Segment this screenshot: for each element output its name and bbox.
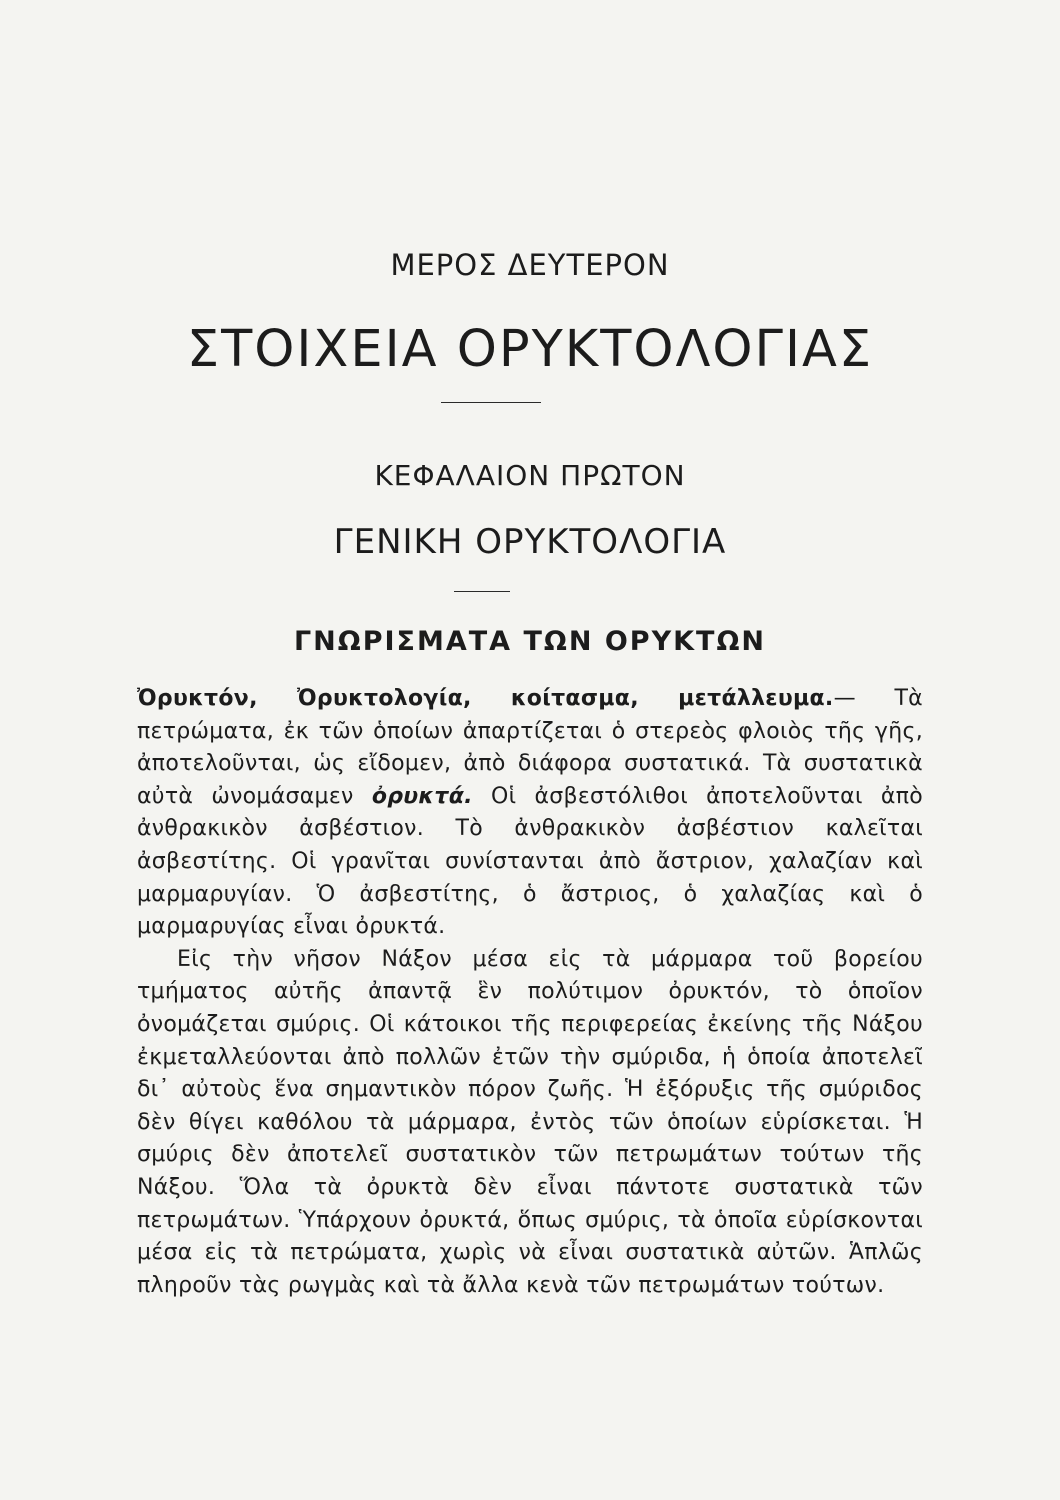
paragraph-1-text-a: — Τὰ πετρώματα, ἐκ τῶν ὁποίων ἀπαρτίζεται ὁ στερεὸς φλοιὸς τῆς γῆς, ἀποτελοῦνται, ὡς εἴδομεν, ἀπὸ διάφορα συστατικά. Τὰ συστατικὰ αὐτὰ ὠνομάσαμεν xyxy=(137,686,923,809)
chapter-number: ΚΕΦΑΛΑΙΟΝ ΠΡΩΤΟΝ xyxy=(374,459,686,492)
section-title: ΓΝΩΡΙΣΜΑΤΑ ΤΩΝ ΟΡΥΚΤΩΝ xyxy=(293,626,767,657)
body-text xyxy=(137,683,923,1302)
defined-term: ὀρυκτά. xyxy=(371,783,473,809)
paragraph-1 xyxy=(137,683,923,944)
book-title: ΣΤΟΙΧΕΙΑ ΟΡΥΚΤΟΛΟΓΙΑΣ xyxy=(186,320,874,379)
chapter-divider xyxy=(454,591,510,592)
part-heading: ΜΕΡΟΣ ΔΕΥΤΕΡΟΝ xyxy=(390,248,670,282)
title-divider xyxy=(441,402,541,403)
paragraph-lead: Ὀρυκτόν, Ὀρυκτολογία, κοίτασμα, μετάλλευμα. xyxy=(137,686,834,711)
chapter-title: ΓΕΝΙΚΗ ΟΡΥΚΤΟΛΟΓΙΑ xyxy=(333,522,727,562)
paragraph-1-text-b: Οἱ ἀσβεστόλιθοι ἀποτελοῦνται ἀπὸ ἀνθρακικὸν ἀσβέστιον. Τὸ ἀνθρακικὸν ἀσβέστιον καλεῖται ἀσβεστίτης. Οἱ γρανῖται συνίστανται ἀπὸ ἄστριον, χαλαζίαν καὶ μαρμαρυγίαν. Ὁ ἀσβεστίτης, ὁ ἄστριος, ὁ χαλαζίας καὶ ὁ μαρμαρυγίας εἶναι ὀρυκτά. xyxy=(137,783,924,940)
paragraph-2: Εἰς τὴν νῆσον Νάξον μέσα εἰς τὰ μάρμαρα τοῦ βορείου τμήματος αὐτῆς ἀπαντᾷ ἓν πολύτιμον ὀρυκτόν, τὸ ὁποῖον ὀνομάζεται σμύρις. Οἱ κάτοικοι τῆς περιφερείας ἐκείνης τῆς Νάξου ἐκμεταλλεύονται ἀπὸ πολλῶν ἐτῶν τὴν σμύριδα, ἡ ὁποία ἀποτελεῖ δι᾽ αὐτοὺς ἕνα σημαντικὸν πόρον ζωῆς. Ἡ ἐξόρυξις τῆς σμύριδος δὲν θίγει καθόλου τὰ μάρμαρα, ἐντὸς τῶν ὁποίων εὑρίσκεται. Ἡ σμύρις δὲν ἀποτελεῖ συστατικὸν τῶν πετρωμάτων τούτων τῆς Νάξου. Ὅλα τὰ ὀρυκτὰ δὲν εἶναι πάντοτε συστατικὰ τῶν πετρωμάτων. Ὑπάρχουν ὀρυκτά, ὅπως σμύρις, τὰ ὁποῖα εὑρίσκονται μέσα εἰς τὰ πετρώματα, χωρὶς νὰ εἶναι συστατικὰ αὐτῶν. Ἁπλῶς πληροῦν τὰς ρωγμὰς καὶ τὰ ἄλλα κενὰ τῶν πετρωμάτων τούτων. xyxy=(137,946,923,1298)
